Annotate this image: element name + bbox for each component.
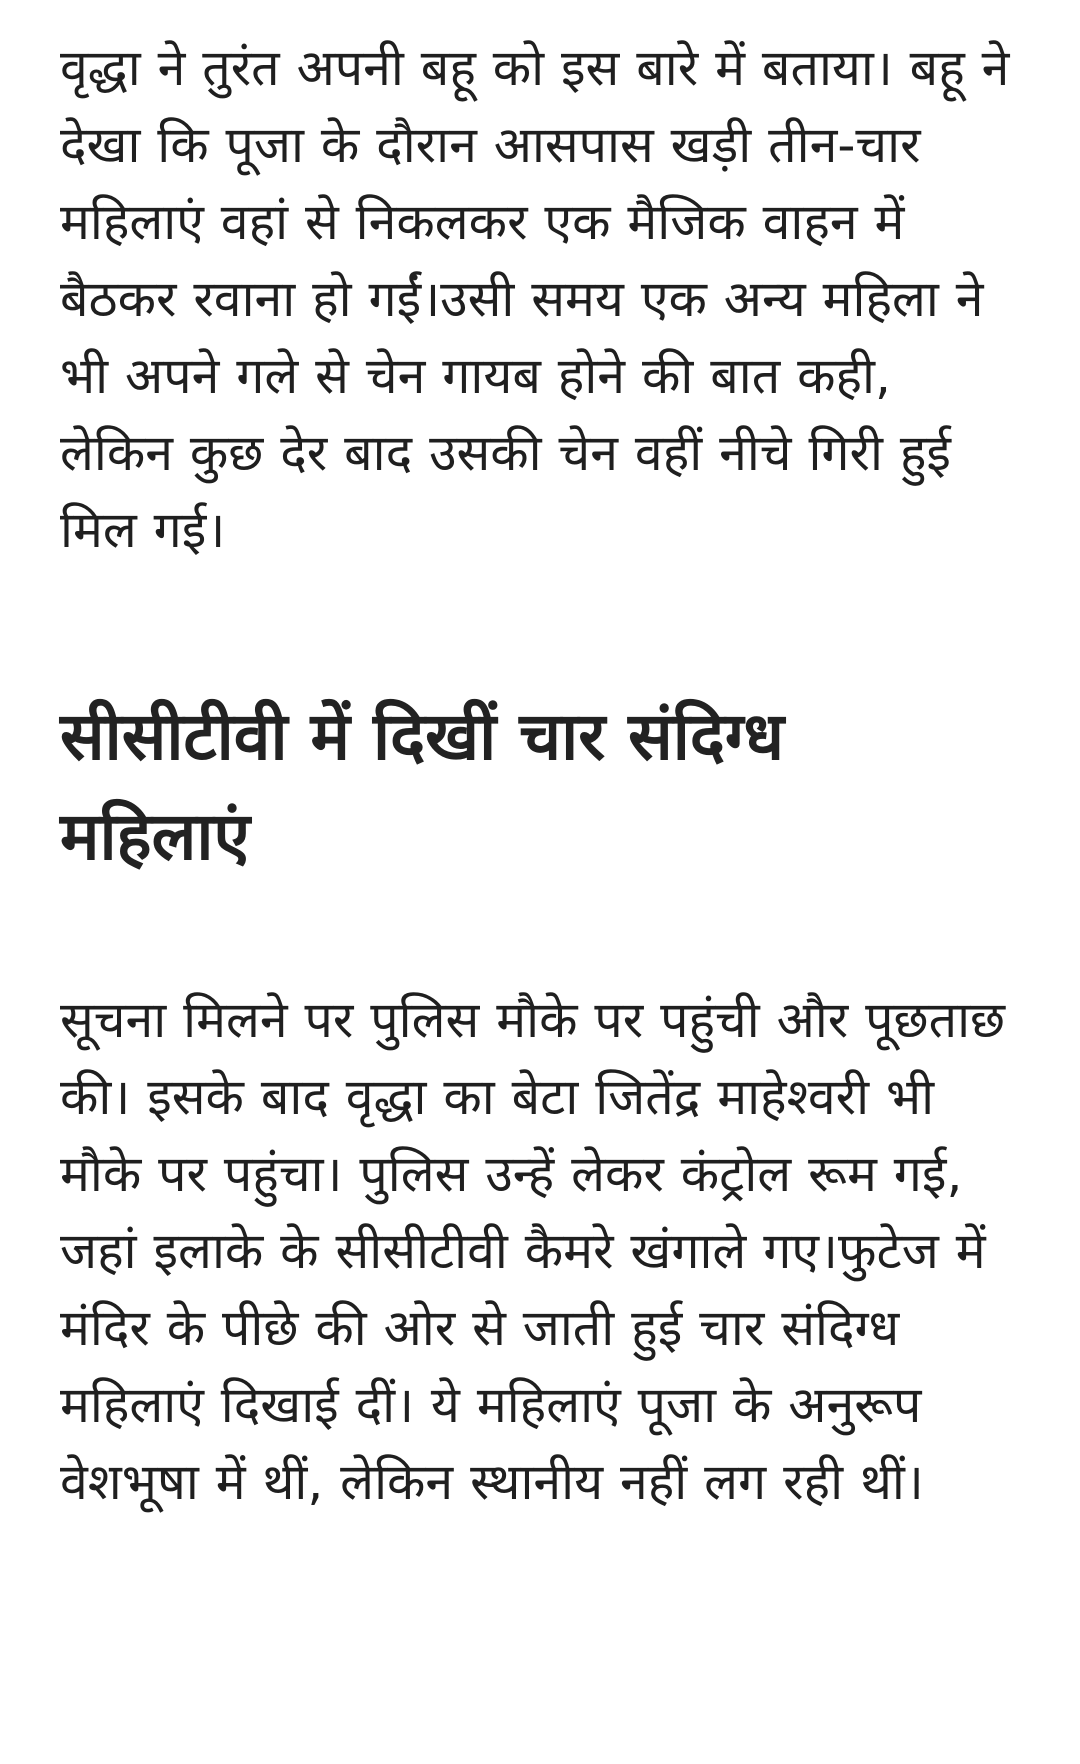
article-paragraph-1: वृद्धा ने तुरंत अपनी बहू को इस बारे में बताया। बहू ने देखा कि पूजा के दौरान आसपास खड़ी तीन-चार महिलाएं वहां से निकलकर एक मैजिक वाहन में बैठकर रवाना हो गईं।उसी समय एक अन्य महिला ने भी अपने गले से चेन गायब होने की बात कही, लेकिन कुछ देर बाद उसकी चेन वहीं नीचे गिरी हुई मिल गई। [60, 39, 1010, 559]
section-heading: सीसीटीवी में दिखीं चार संदिग्ध महिलाएं [60, 698, 785, 875]
article-paragraph-2: सूचना मिलने पर पुलिस मौके पर पहुंची और पूछताछ की। इसके बाद वृद्धा का बेटा जितेंद्र माहेश्वरी भी मौके पर पहुंचा। पुलिस उन्हें लेकर कंट्रोल रूम गई, जहां इलाके के सीसीटीवी कैमरे खंगाले गए।फुटेज में मंदिर के पीछे की ओर से जाती हुई चार संदिग्ध महिलाएं दिखाई दीं। ये महिलाएं पूजा के अनुरूप वेशभूषा में थीं, लेकिन स्थानीय नहीं लग रही थीं। [60, 991, 1006, 1511]
article-body [60, 30, 1020, 1521]
